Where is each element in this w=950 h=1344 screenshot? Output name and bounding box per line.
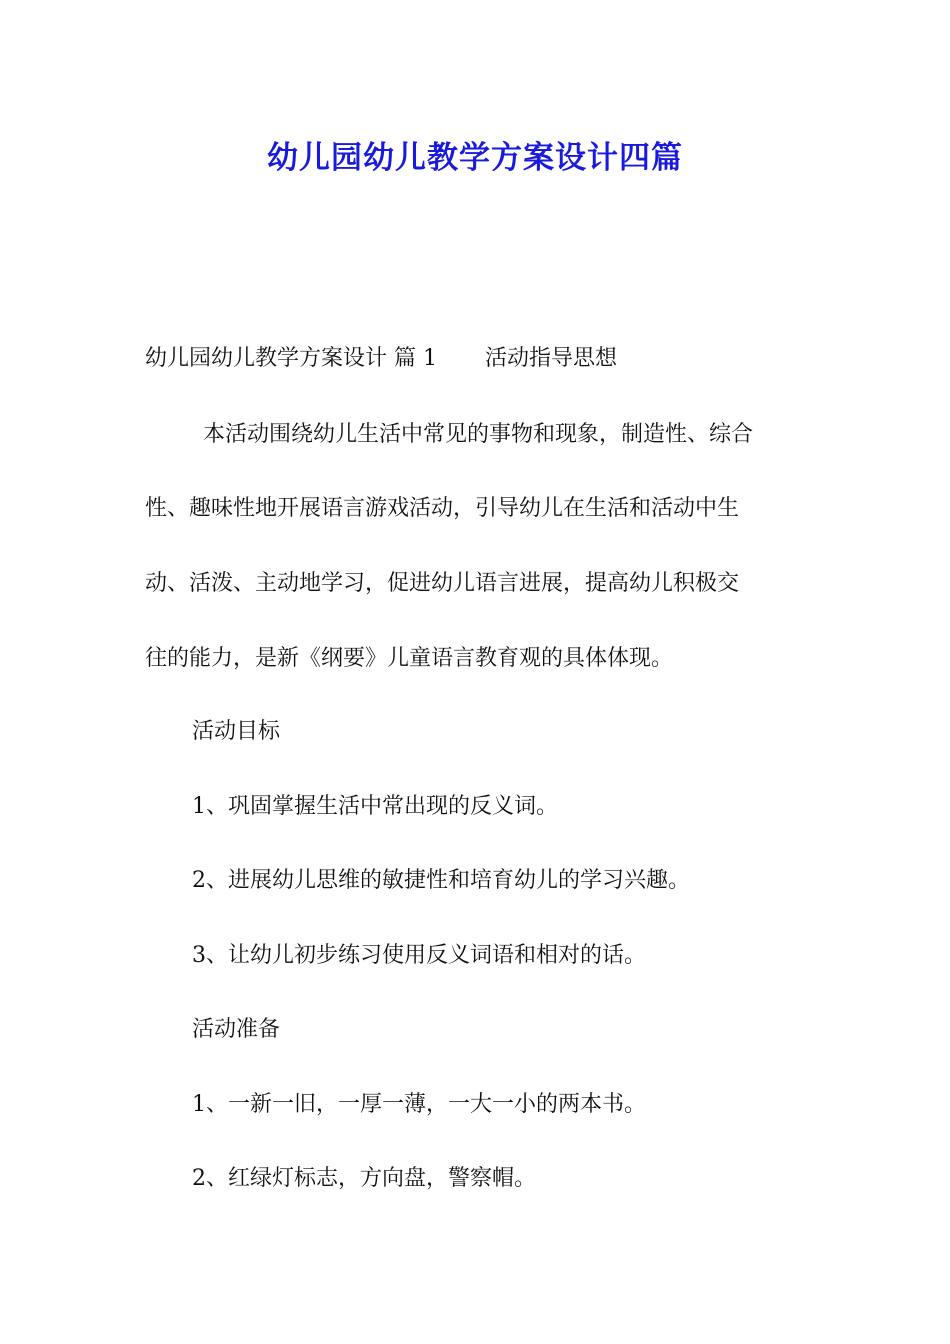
prep-heading: 活动准备 bbox=[192, 1017, 281, 1042]
paragraph-line-3: 动、活泼、主动地学习，促进幼儿语言进展，提高幼儿积极交 bbox=[145, 571, 740, 596]
goal-item-3: 3、让幼儿初步练习使用反义词语和相对的话。 bbox=[192, 943, 646, 968]
prep-item-2: 2、红绿灯标志，方向盘，警察帽。 bbox=[192, 1166, 536, 1191]
goals-heading: 活动目标 bbox=[192, 719, 281, 744]
goal-item-1: 1、巩固掌握生活中常出现的反义词。 bbox=[192, 794, 558, 819]
paragraph-line-2: 性、趣味性地开展语言游戏活动，引导幼儿在生活和活动中生 bbox=[145, 496, 740, 521]
prep-item-1: 1、一新一旧，一厚一薄，一大一小的两本书。 bbox=[192, 1092, 646, 1117]
document-title: 幼儿园幼儿教学方案设计四篇 bbox=[267, 140, 683, 176]
section-heading-topic: 活动指导思想 bbox=[484, 346, 617, 371]
section-heading-prefix: 幼儿园幼儿教学方案设计 篇 1 bbox=[145, 346, 437, 371]
goal-item-2: 2、进展幼儿思维的敏捷性和培育幼儿的学习兴趣。 bbox=[192, 868, 690, 893]
paragraph-line-4: 往的能力，是新《纲要》儿童语言教育观的具体体现。 bbox=[145, 646, 674, 671]
paragraph-line-1: 本活动围绕幼儿生活中常见的事物和现象，制造性、综合 bbox=[203, 422, 754, 447]
section-heading bbox=[145, 344, 810, 374]
